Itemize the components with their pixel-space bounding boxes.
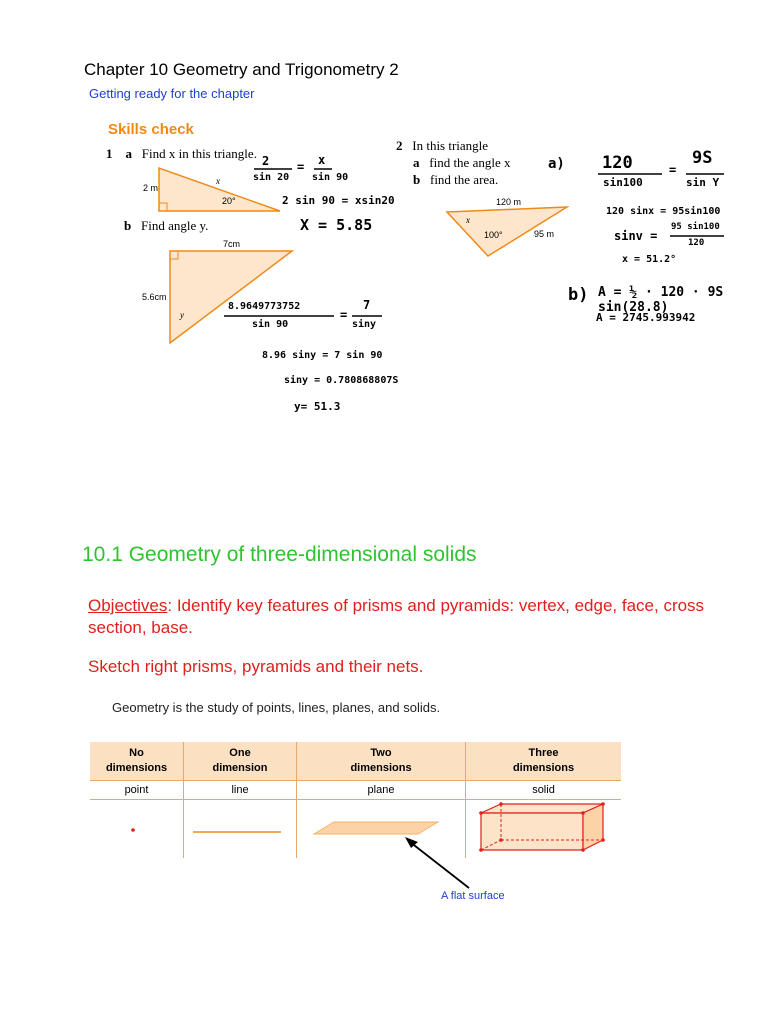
table-header-cell: Two dimensions bbox=[297, 742, 466, 781]
table-header-cell: One dimension bbox=[184, 742, 297, 781]
hw-q1b-rhs-num: 7 bbox=[363, 298, 371, 312]
geometry-intro: Geometry is the study of points, lines, planes, and solids. bbox=[112, 700, 441, 715]
hw-q1b-step1: 8.96 siny = 7 sin 90 bbox=[262, 350, 383, 361]
q2b-prompt: find the area. bbox=[429, 172, 499, 187]
plane-shape bbox=[314, 822, 438, 834]
point-shape bbox=[131, 828, 135, 832]
hw-q2a-lhs-den: sin100 bbox=[603, 176, 643, 189]
table-header-cell: Three dimensions bbox=[466, 742, 622, 781]
chapter-subtitle: Getting ready for the chapter bbox=[89, 86, 255, 101]
hw-q2a-step2-lhs: sinv = bbox=[614, 229, 658, 243]
triangle-3-angle-label: 100° bbox=[484, 230, 503, 240]
dimension-shapes bbox=[0, 790, 768, 900]
chapter-title: Chapter 10 Geometry and Trigonometry 2 bbox=[84, 60, 399, 79]
triangle-1-angle-label: 20° bbox=[222, 196, 236, 206]
objectives-text: : Identify key features of prisms and pyramids: vertex, edge, face, cross section, base. bbox=[88, 596, 705, 637]
hw-q1a-lhs-den: sin 20 bbox=[253, 172, 290, 183]
hw-q1b-step3: y= 51.3 bbox=[294, 400, 341, 413]
hw-q2a-step3: x = 51.2° bbox=[622, 254, 677, 265]
hw-q1b-rhs-den: siny bbox=[352, 319, 377, 330]
flat-surface-label: A flat surface bbox=[441, 890, 505, 902]
table-cell: line bbox=[184, 781, 297, 800]
triangle-2-top-label: 7cm bbox=[223, 239, 241, 249]
triangle-1-side-label: 2 m bbox=[143, 183, 159, 193]
objectives bbox=[88, 595, 708, 639]
hw-q2a-rhs-num: 9S bbox=[692, 148, 713, 168]
hw-q1b-lhs-num: 8.9649773752 bbox=[228, 301, 301, 312]
table-header-row bbox=[90, 742, 621, 781]
table-header-cell: No dimensions bbox=[90, 742, 184, 781]
hw-q2a-step2-den: 120 bbox=[688, 238, 705, 248]
hw-q2a-lhs-num: 120 bbox=[602, 153, 633, 173]
q1b-prompt: Find angle y. bbox=[140, 218, 209, 233]
q2-number: 2 bbox=[396, 138, 403, 153]
q1a-letter: a bbox=[125, 146, 132, 161]
hw-q2a-label: a) bbox=[548, 156, 565, 172]
table-cell: solid bbox=[466, 781, 622, 800]
triangle-2-y-label: y bbox=[180, 310, 184, 320]
q1b-letter: b bbox=[124, 218, 132, 233]
hw-q1a-result: X = 5.85 bbox=[300, 216, 373, 234]
triangle-3-x-label: x bbox=[466, 215, 470, 225]
q1-number: 1 bbox=[106, 146, 113, 161]
hw-q2b-formula: A = ½ · 120 · 9S sin(28.8) bbox=[598, 285, 724, 315]
hw-q1a-lhs-num: 2 bbox=[262, 154, 270, 168]
triangle-3-side-label: 95 m bbox=[534, 229, 555, 239]
annotation-arrow bbox=[410, 842, 469, 888]
q2-intro-text: In this triangle bbox=[412, 138, 489, 153]
table-cell: point bbox=[90, 781, 184, 800]
hw-q1b-equals: = bbox=[340, 308, 348, 322]
q1a-prompt: Find x in this triangle. bbox=[141, 146, 257, 161]
triangle-1-x-label: x bbox=[216, 176, 220, 186]
q2b-letter: b bbox=[413, 172, 421, 187]
hw-q1a-rhs-num: x bbox=[318, 153, 326, 167]
q2a-prompt: find the angle x bbox=[429, 155, 511, 170]
triangle-3-top-label: 120 m bbox=[496, 197, 522, 207]
hw-q2b-result: A = 2745.993942 bbox=[596, 311, 696, 324]
hw-q1b-lhs-den: sin 90 bbox=[252, 319, 289, 330]
hw-q1a-step: 2 sin 90 = xsin20 bbox=[282, 194, 395, 207]
sketch-objective: Sketch right prisms, pyramids and their nets. bbox=[88, 657, 424, 676]
hw-q2a-step1: 120 sinx = 95sin100 bbox=[606, 206, 721, 217]
q2a-letter: a bbox=[413, 155, 420, 170]
hw-q2a-equals: = bbox=[669, 163, 677, 177]
hw-q1a-equals: = bbox=[297, 160, 305, 174]
section-title: 10.1 Geometry of three-dimensional solids bbox=[82, 543, 477, 566]
hw-q1a-rhs-den: sin 90 bbox=[312, 172, 349, 183]
table-cell: plane bbox=[297, 781, 466, 800]
hw-q2a-step2-num: 95 sin100 bbox=[671, 222, 720, 232]
triangle-2-left-label: 5.6cm bbox=[142, 292, 167, 302]
hw-q2a-rhs-den: sin Y bbox=[686, 176, 720, 189]
hw-q2b-label: b) bbox=[568, 285, 589, 305]
skills-check-heading: Skills check bbox=[108, 121, 194, 138]
hw-q1b-step2: siny = 0.780868807S bbox=[284, 375, 399, 386]
objectives-label: Objectives bbox=[88, 596, 168, 615]
